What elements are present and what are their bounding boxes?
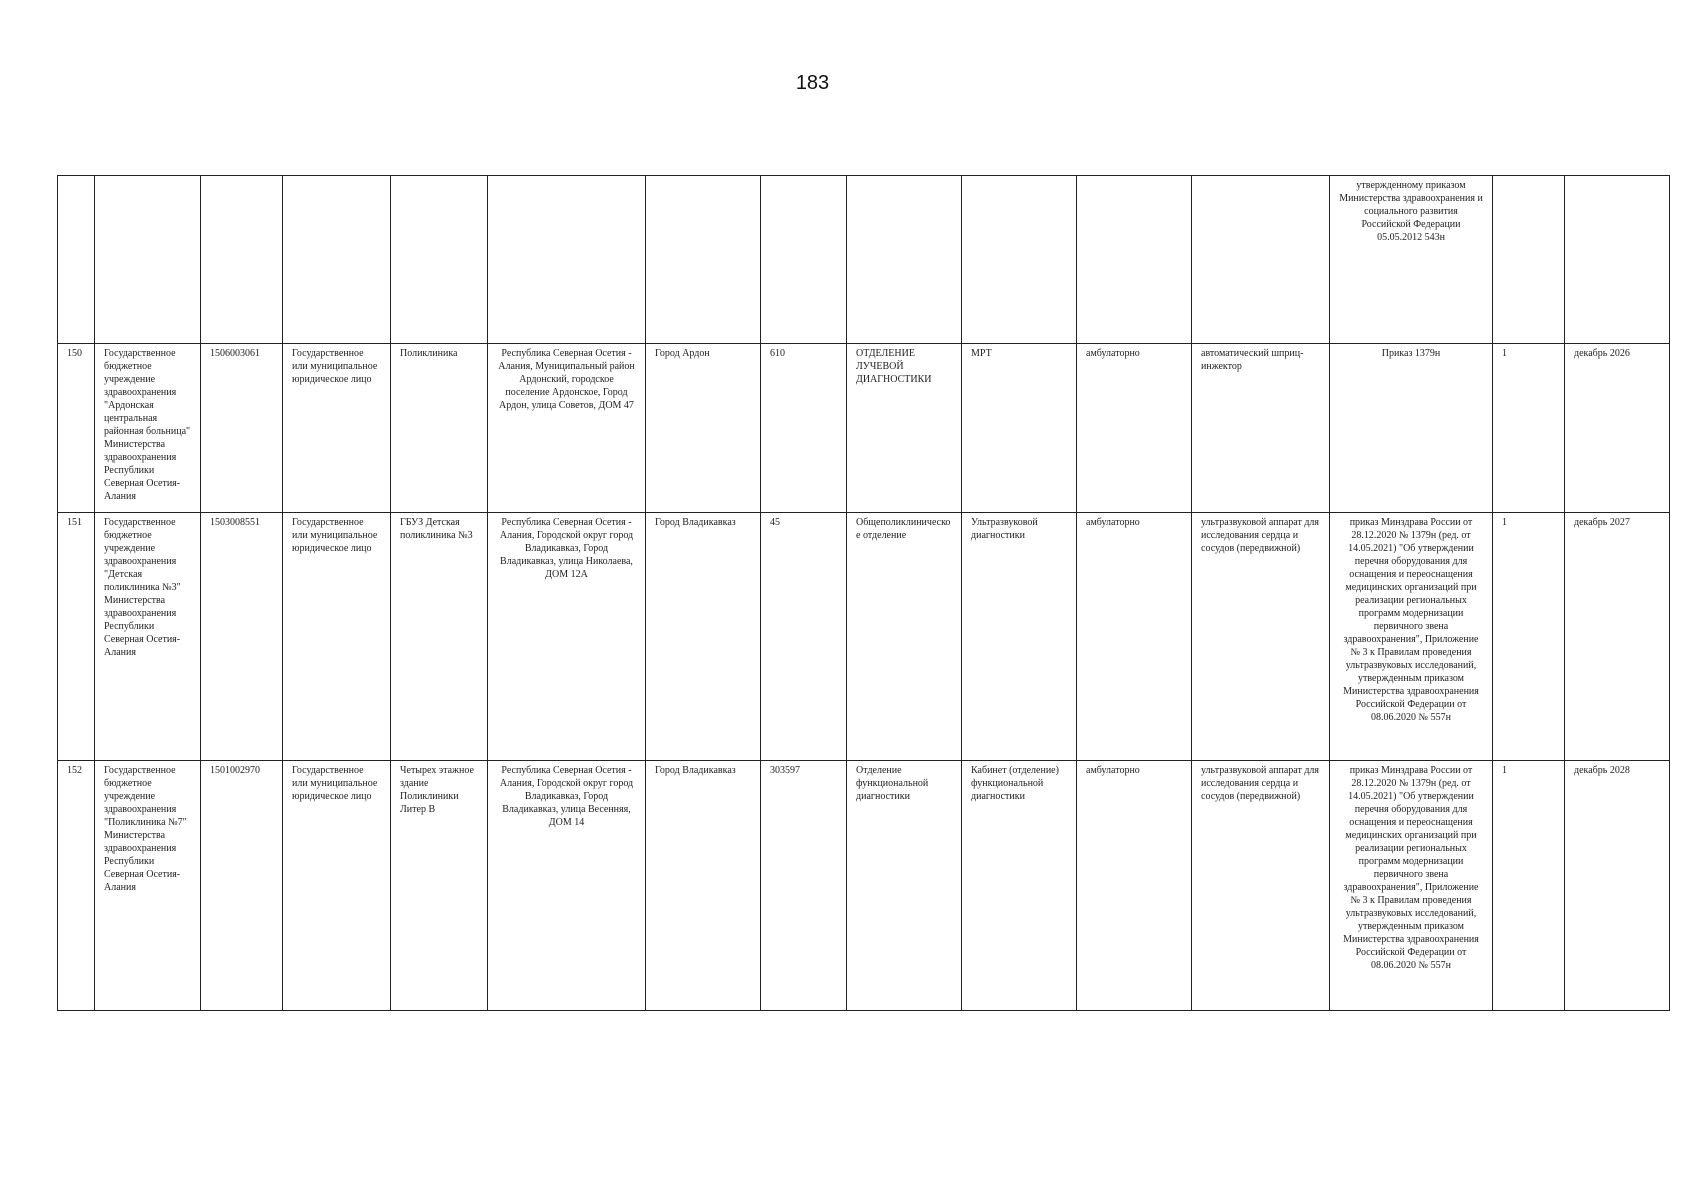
cell-code: 1503008551 [201, 513, 283, 761]
cell-code [201, 176, 283, 344]
cell-org-type: Государственное или муниципальное юридическое лицо [283, 344, 391, 513]
cell-locality: Город Владикавказ [646, 513, 761, 761]
table-row [58, 513, 1670, 761]
page-number: 183 [795, 72, 830, 94]
cell-building [391, 176, 488, 344]
cell-locality: Город Владикавказ [646, 761, 761, 1011]
cell-quantity [1493, 176, 1565, 344]
cell-deadline [1565, 176, 1670, 344]
cell-room [761, 176, 847, 344]
cell-legal-basis: приказ Минздрава России от 28.12.2020 № 1379н (ред. от 14.05.2021) "Об утверждении перечня оборудования для оснащения и переоснащения медицинских организаций при реализации региональных программ модернизации первичного звена здравоохранения", Приложение № 3 к Правилам проведения ультразвуковых исследований, утвержденным приказом Министерства здравоохранения Российской Федерации от 08.06.2020 № 557н [1330, 761, 1493, 1011]
cell-department: ОТДЕЛЕНИЕ ЛУЧЕВОЙ ДИАГНОСТИКИ [847, 344, 962, 513]
cell-legal-basis: Приказ 1379н [1330, 344, 1493, 513]
cell-care-form [1077, 176, 1192, 344]
cell-org-type [283, 176, 391, 344]
cell-equipment: ультразвуковой аппарат для исследования сердца и сосудов (передвижной) [1192, 513, 1330, 761]
cell-num: 150 [58, 344, 95, 513]
cell-locality [646, 176, 761, 344]
cell-department: Отделение функциональной диагностики [847, 761, 962, 1011]
cell-building: Поликлиника [391, 344, 488, 513]
cell-quantity: 1 [1493, 513, 1565, 761]
cell-room: 610 [761, 344, 847, 513]
cell-num: 152 [58, 761, 95, 1011]
cell-building: Четырех этажное здание Поликлиники Литер В [391, 761, 488, 1011]
cell-room: 45 [761, 513, 847, 761]
cell-deadline: декабрь 2026 [1565, 344, 1670, 513]
cell-code: 1506003061 [201, 344, 283, 513]
cell-code: 1501002970 [201, 761, 283, 1011]
cell-num: 151 [58, 513, 95, 761]
cell-equipment: ультразвуковой аппарат для исследования сердца и сосудов (передвижной) [1192, 761, 1330, 1011]
cell-org-type: Государственное или муниципальное юридическое лицо [283, 513, 391, 761]
cell-room: 303597 [761, 761, 847, 1011]
cell-care-form: амбулаторно [1077, 761, 1192, 1011]
cell-address: Республика Северная Осетия - Алания, Муниципальный район Ардонский, городское поселение Ардонское, Город Ардон, улица Советов, ДОМ 47 [488, 344, 646, 513]
cell-equipment [1192, 176, 1330, 344]
cell-locality: Город Ардон [646, 344, 761, 513]
cell-deadline: декабрь 2028 [1565, 761, 1670, 1011]
table-row [58, 344, 1670, 513]
cell-num [58, 176, 95, 344]
cell-quantity: 1 [1493, 344, 1565, 513]
cell-legal-basis: утвержденному приказом Министерства здравоохранения и социального развития Российской Федерации 05.05.2012 543н [1330, 176, 1493, 344]
cell-cabinet: МРТ [962, 344, 1077, 513]
cell-organization [95, 176, 201, 344]
cell-org-type: Государственное или муниципальное юридическое лицо [283, 761, 391, 1011]
cell-cabinet [962, 176, 1077, 344]
cell-address: Республика Северная Осетия - Алания, Городской округ город Владикавказ, Город Владикавказ, улица Весенняя, ДОМ 14 [488, 761, 646, 1011]
cell-organization: Государственное бюджетное учреждение здравоохранения "Детская поликлиника №3" Министерства здравоохранения Республики Северная Осетия-Алания [95, 513, 201, 761]
cell-address [488, 176, 646, 344]
cell-cabinet: Кабинет (отделение) функциональной диагностики [962, 761, 1077, 1011]
cell-equipment: автоматический шприц-инжектор [1192, 344, 1330, 513]
cell-care-form: амбулаторно [1077, 344, 1192, 513]
cell-legal-basis: приказ Минздрава России от 28.12.2020 № 1379н (ред. от 14.05.2021) "Об утверждении перечня оборудования для оснащения и переоснащения медицинских организаций при реализации региональных программ модернизации первичного звена здравоохранения", Приложение № 3 к Правилам проведения ультразвуковых исследований, утвержденным приказом Министерства здравоохранения Российской Федерации от 08.06.2020 № 557н [1330, 513, 1493, 761]
cell-organization: Государственное бюджетное учреждение здравоохранения "Ардонская центральная районная больница" Министерства здравоохранения Республики Северная Осетия-Алания [95, 344, 201, 513]
cell-organization: Государственное бюджетное учреждение здравоохранения "Поликлиника №7" Министерства здравоохранения Республики Северная Осетия-Алания [95, 761, 201, 1011]
cell-building: ГБУЗ Детская поликлиника №3 [391, 513, 488, 761]
table-row-continuation [58, 176, 1670, 344]
equipment-registry-table [57, 175, 1670, 1011]
table-row [58, 761, 1670, 1011]
cell-deadline: декабрь 2027 [1565, 513, 1670, 761]
cell-department [847, 176, 962, 344]
cell-cabinet: Ультразвуковой диагностики [962, 513, 1077, 761]
cell-care-form: амбулаторно [1077, 513, 1192, 761]
cell-address: Республика Северная Осетия - Алания, Городской округ город Владикавказ, Город Владикавказ, улица Николаева, ДОМ 12А [488, 513, 646, 761]
cell-quantity: 1 [1493, 761, 1565, 1011]
cell-department: Общеполиклиническое отделение [847, 513, 962, 761]
